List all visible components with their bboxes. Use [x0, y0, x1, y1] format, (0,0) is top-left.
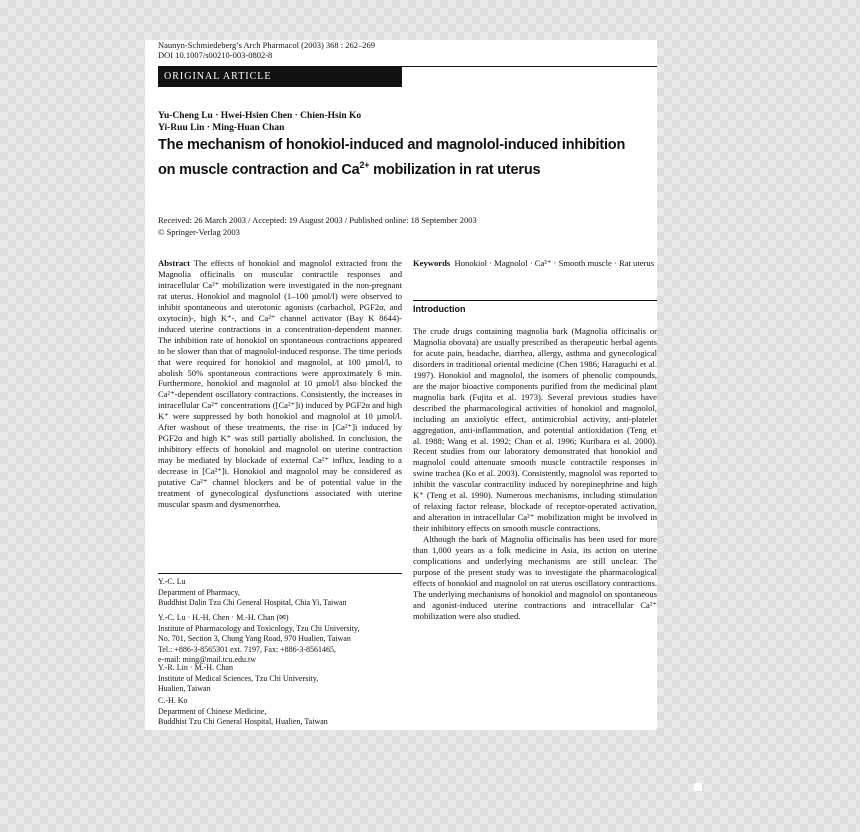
journal-header: [158, 40, 375, 60]
authors-line-1: Yu-Cheng Lu · Hwei-Hsien Chen · Chien-Hsin Ko: [158, 111, 362, 121]
affiliation-dept: Institute of Pharmacology and Toxicology, Tzu Chi University,: [158, 623, 360, 633]
affiliation-2: [158, 613, 402, 666]
journal-citation: Naunyn-Schmiedeberg’s Arch Pharmacol (2003) 368 : 262–269: [158, 40, 376, 50]
introduction-paragraph-1: The crude drugs containing magnolia bark (Magnolia officinalis or Magnolia obovata) are usually prescribed as therapeutic herbal agents for acute pain, headache, diarrhea, allergy, asthma and gynecological disorders in traditional oriental medicine (Chen 1986; Haraguchi et al. 1997). Honokiol and magnolol, the isomers of phenolic compounds, are the major bioactive components purified from the medicinal plant magnolia bark (Fujita et al. 1973). Several previous studies have described the pharmacological activities of honokiol and magnolol, including an anxiolytic effect, antimicrobial activity, anti-platelet aggregation, anti-inflammation, and potential antioxidation (Teng et al. 1988; Wang et al. 1992; Chan et al. 1996; Kuribara et al. 2000). Recent studies from our laboratory demonstrated that honokiol and magnolol could attenuate smooth muscle contractile responses in swine trachea (Ko et al. 2003). Consistently, magnolol was reported to inhibit the vascular contractility induced by norepinephrine and high K⁺ (Teng et al. 1990). Numerous mechanisms, including stimulation of relaxing factor release, blockade of receptor-operated activation, and alteration in intracellular Ca²⁺ mobilization might be involved in their inhibitory effects on smooth muscle contractions.: [413, 326, 657, 534]
paper-page: [145, 40, 657, 730]
journal-doi: DOI 10.1007/s00210-003-0802-8: [158, 50, 273, 60]
affiliation-3: [158, 663, 402, 695]
affiliation-4: [158, 696, 402, 728]
abstract: [158, 258, 402, 510]
title-line-2-text: on muscle contraction and Ca: [158, 161, 360, 178]
introduction-body: [413, 326, 657, 622]
affiliation-address: Hualien, Taiwan: [158, 684, 211, 693]
affiliation-phone: Tel.: +886-3-8565301 ext. 7197, Fax: +886-3-8561465,: [158, 644, 336, 654]
affiliation-names: Y.-C. Lu: [158, 577, 186, 586]
title-line-2: [158, 155, 648, 180]
affiliation-dept: Department of Pharmacy,: [158, 587, 240, 597]
title-line-2-end: mobilization in rat uterus: [369, 161, 541, 178]
affiliation-1: [158, 577, 402, 609]
affiliation-email: e-mail: ming@mail.tcu.edu.tw: [158, 655, 257, 664]
introduction-paragraph-2: Although the bark of Magnolia officinalis has been used for more than 1,000 years as a folk medicine in Asia, its action on uterine complications and underlying mechanisms are still unclear. The purpose of the present study was to investigate the pharmacological effects of honokiol and magnolol on rat uterus oscillatory contractions. The underlying mechanisms of honokiol and magnolol on spontaneous and agonist-induced uterine contractions and intracellular Ca²⁺ mobilization were also studied.: [413, 534, 657, 621]
introduction-heading: Introduction: [413, 304, 466, 314]
abstract-text: The effects of honokiol and magnolol extracted from the Magnolia officinalis on muscular contractile responses and intracellular Ca²⁺ mobilization were investigated in the non-pregnant rat uterus. Honokiol and magnolol (1–100 µmol/l) were observed to inhibit spontaneous and uterotonic agonists (carbachol, PGF2α, and oxytocin)-, high K⁺-, and Ca²⁺ channel activator (Bay K 8644)-induced uterine contractions in a concentration-dependent manner. The inhibition rate of honokiol on spontaneous contractions appeared to be slower than that of magnolol-induced response. The time periods that were required for honokiol and magnolol, at 100 µmol/l, to abolish 50% spontaneous contractions were approximately 6 min. Furthermore, honokiol and magnolol at 10 µmol/l also blocked the Ca²⁺-dependent oscillatory contractions. Consistently, the increases in intracellular Ca²⁺ concentrations ([Ca²⁺]i) induced by PGF2α and high K⁺ were suppressed by both honokiol and magnolol at 10 µmol/l. After washout of these treatments, the rise in [Ca²⁺]i induced by PGF2α and high K⁺ was still partially abolished. In conclusion, the inhibitory effects of honokiol and magnolol on uterine contraction may be mediated by blockade of external Ca²⁺ influx, leading to a decrease in [Ca²⁺]i. Honokiol and magnolol may be considered as putative Ca²⁺ channel blockers and be of potential value in the treatment of gynecological dysfunctions associated with uterine muscular spasm and dysmenorrhea.: [158, 258, 403, 509]
publication-dates: [158, 214, 477, 238]
keywords: [413, 258, 657, 269]
keywords-text: Honokiol · Magnolol · Ca²⁺ · Smooth muscle · Rat uterus: [454, 258, 655, 268]
authors-line-2: Yi-Ruu Lin · Ming-Huan Chan: [158, 123, 285, 133]
abstract-label: Abstract: [158, 258, 190, 268]
affiliation-dept: Department of Chinese Medicine,: [158, 706, 267, 716]
affiliation-address: No. 701, Section 3, Chung Yang Road, 970 Hualien, Taiwan: [158, 634, 351, 643]
corner-mark: [694, 783, 702, 791]
introduction-rule: [413, 300, 657, 301]
affiliation-names: Y.-C. Lu · H.-H. Chen · M.-H. Chan (✉): [158, 613, 289, 622]
keywords-label: Keywords: [413, 258, 451, 268]
affiliation-names: Y.-R. Lin · M.-H. Chan: [158, 663, 233, 672]
title-line-1: The mechanism of honokiol-induced and magnolol-induced inhibition: [158, 137, 626, 153]
author-list: [158, 110, 361, 134]
paper-title: [158, 135, 648, 180]
received-dates: Received: 26 March 2003 / Accepted: 19 August 2003 / Published online: 18 September 2003: [158, 215, 477, 225]
affiliation-names: C.-H. Ko: [158, 696, 188, 705]
copyright: © Springer-Verlag 2003: [158, 227, 240, 237]
affiliation-dept: Institute of Medical Sciences, Tzu Chi University,: [158, 673, 319, 683]
affiliation-address: Buddhist Dalin Tzu Chi General Hospital, Chia Yi, Taiwan: [158, 598, 347, 607]
affiliation-rule: [158, 573, 402, 574]
title-superscript: 2+: [359, 160, 370, 170]
affiliation-address: Buddhist Tzu Chi General Hospital, Hualien, Taiwan: [158, 717, 328, 726]
article-type-banner: ORIGINAL ARTICLE: [158, 67, 402, 87]
